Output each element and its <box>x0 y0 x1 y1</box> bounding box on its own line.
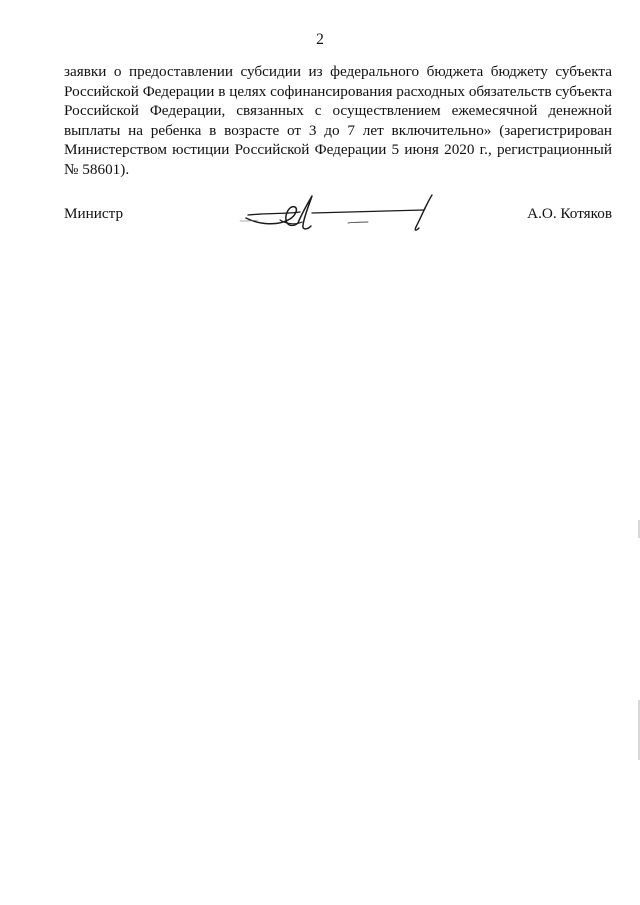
signature-block <box>64 193 612 243</box>
signer-name: А.О. Котяков <box>527 205 612 222</box>
handwritten-signature-icon <box>238 193 438 239</box>
page-number: 2 <box>316 31 324 48</box>
body-paragraph: заявки о предоставлении субсидии из федерального бюджета бюджету субъекта Российской Федерации в целях софинансирования расходных обязательств субъекта Российской Федерации, связанных с осуществлением ежемесячной денежной выплаты на ребенка в возрасте от 3 до 7 лет включительно» (зарегистрирован Министерством юстиции Российской Федерации 5 июня 2020 г., регистрационный № 58601). <box>64 63 612 178</box>
signer-title: Министр <box>64 205 124 222</box>
